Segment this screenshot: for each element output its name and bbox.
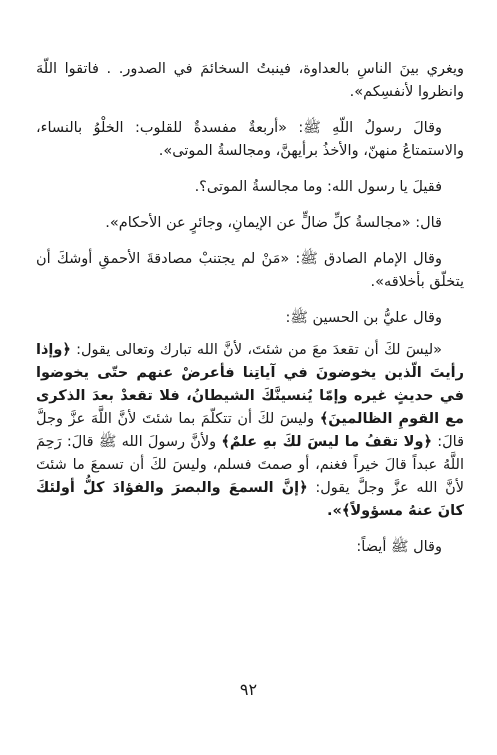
quran-quote-1: ﴿وإذا رأيتَ الّذين يخوضونَ في آياتِنا فأعرضْ عنهم حتّى يخوضوا في حديثٍ غيره وإمّا يُنسينَّكَ الشيطانُ، فلا تقعدْ بعدَ الذكرى مع القومِ الظالمينَ﴾ (36, 342, 464, 427)
paragraph-3: فقيلَ يا رسول الله: وما مجالسةُ الموتى؟. (194, 179, 442, 195)
quran-quote-3: ﴿إنَّ السمعَ والبصرَ والفؤادَ كلُّ أولئكَ كانَ عنهُ مسؤولاً﴾». (36, 480, 464, 519)
paragraph-7-intro: «ليسَ لكَ أن تقعدَ معَ من شئتَ، لأنَّ الله تبارك وتعالى يقول: (76, 342, 442, 358)
paragraph-6: وقال عليُّ بن الحسين ﷺ: (285, 310, 442, 326)
paragraph-7-middle: وليسَ لكَ أن تتكلّمَ بما شئتَ لأنَّ اللَّهَ عزَّ وجلَّ قالَ: (36, 411, 465, 450)
paragraph-8: وقال ﷺ أيضاً: (356, 539, 442, 555)
paragraph-7 (36, 339, 464, 523)
page-body (36, 58, 464, 572)
paragraph-4: قال: «مجالسةُ كلِّ ضالٍّ عن الإيمانِ، وجائرٍ عن الأحكام». (105, 215, 442, 231)
paragraph-5: وقال الإمام الصادق ﷺ: «مَنْ لم يجتنبْ مصادقةَ الأحمقِ أوشكَ أن يتخلّق بأخلاقه». (36, 251, 464, 290)
quran-quote-2: ﴿ولا تقفُ ما ليسَ لكَ بهِ علمٌ﴾ (221, 434, 432, 450)
paragraph-7-end: ولأنَّ رسولَ الله ﷺ قالَ: رَحِمَ اللَّهُ عبداً قالَ خيراً فغنم، أو صمتَ فسلم، وليسَ لكَ أن تسمعَ ما شئتَ لأنَّ الله عزَّ وجلَّ يقول: (36, 434, 464, 496)
page-number: ٩٢ (239, 680, 258, 699)
paragraph-1: ويغري بينَ الناسِ بالعداوة، فينبتُ السخائمَ في الصدور. . فاتقوا اللّهَ وانظروا لأنفسِكم». (36, 61, 464, 100)
paragraph-2: وقالَ رسولُ اللّهِ ﷺ: «أربعةٌ مفسدةٌ للقلوب: الخلْوُ بالنساء، والاستمتاعُ منهنّ، والأخذُ برأيهنَّ، ومجالسةُ الموتى». (36, 120, 464, 159)
